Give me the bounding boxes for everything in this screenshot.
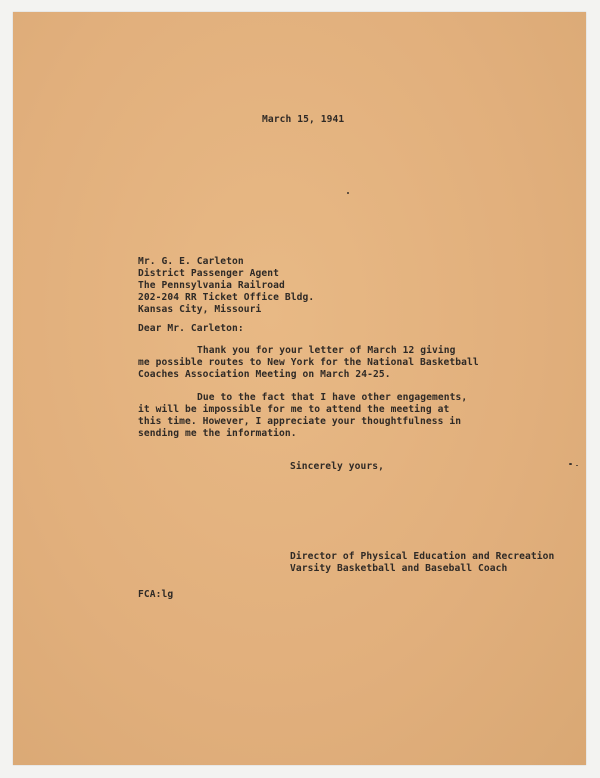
typist-initials: FCA:lg: [138, 589, 174, 600]
address-line-3: The Pennsylvania Railroad: [138, 280, 285, 291]
paragraph-1-line-1: Thank you for your letter of March 12 giving: [197, 345, 456, 356]
signature-title-line-1: Director of Physical Education and Recreation: [290, 551, 555, 562]
salutation: Dear Mr. Carleton:: [138, 323, 244, 334]
paragraph-2-line-1: Due to the fact that I have other engagements,: [197, 392, 468, 403]
paragraph-1-line-2: me possible routes to New York for the National Basketball: [138, 357, 479, 368]
paragraph-2-line-2: it will be impossible for me to attend the meeting at: [138, 404, 450, 415]
letter-date: March 15, 1941: [262, 114, 345, 125]
paper-speck: [569, 463, 572, 465]
address-line-2: District Passenger Agent: [138, 268, 280, 279]
address-line-5: Kansas City, Missouri: [138, 304, 262, 315]
paragraph-2-line-3: this time. However, I appreciate your thoughtfulness in: [138, 416, 462, 427]
paragraph-1-line-3: Coaches Association Meeting on March 24-25.: [138, 369, 391, 380]
closing: Sincerely yours,: [290, 461, 385, 472]
paragraph-2-line-4: sending me the information.: [138, 428, 297, 439]
signature-title-line-2: Varsity Basketball and Baseball Coach: [290, 563, 508, 574]
paper-speck: [347, 192, 349, 194]
address-line-1: Mr. G. E. Carleton: [138, 256, 244, 267]
address-line-4: 202-204 RR Ticket Office Bldg.: [138, 292, 315, 303]
paper-speck: [576, 465, 578, 466]
